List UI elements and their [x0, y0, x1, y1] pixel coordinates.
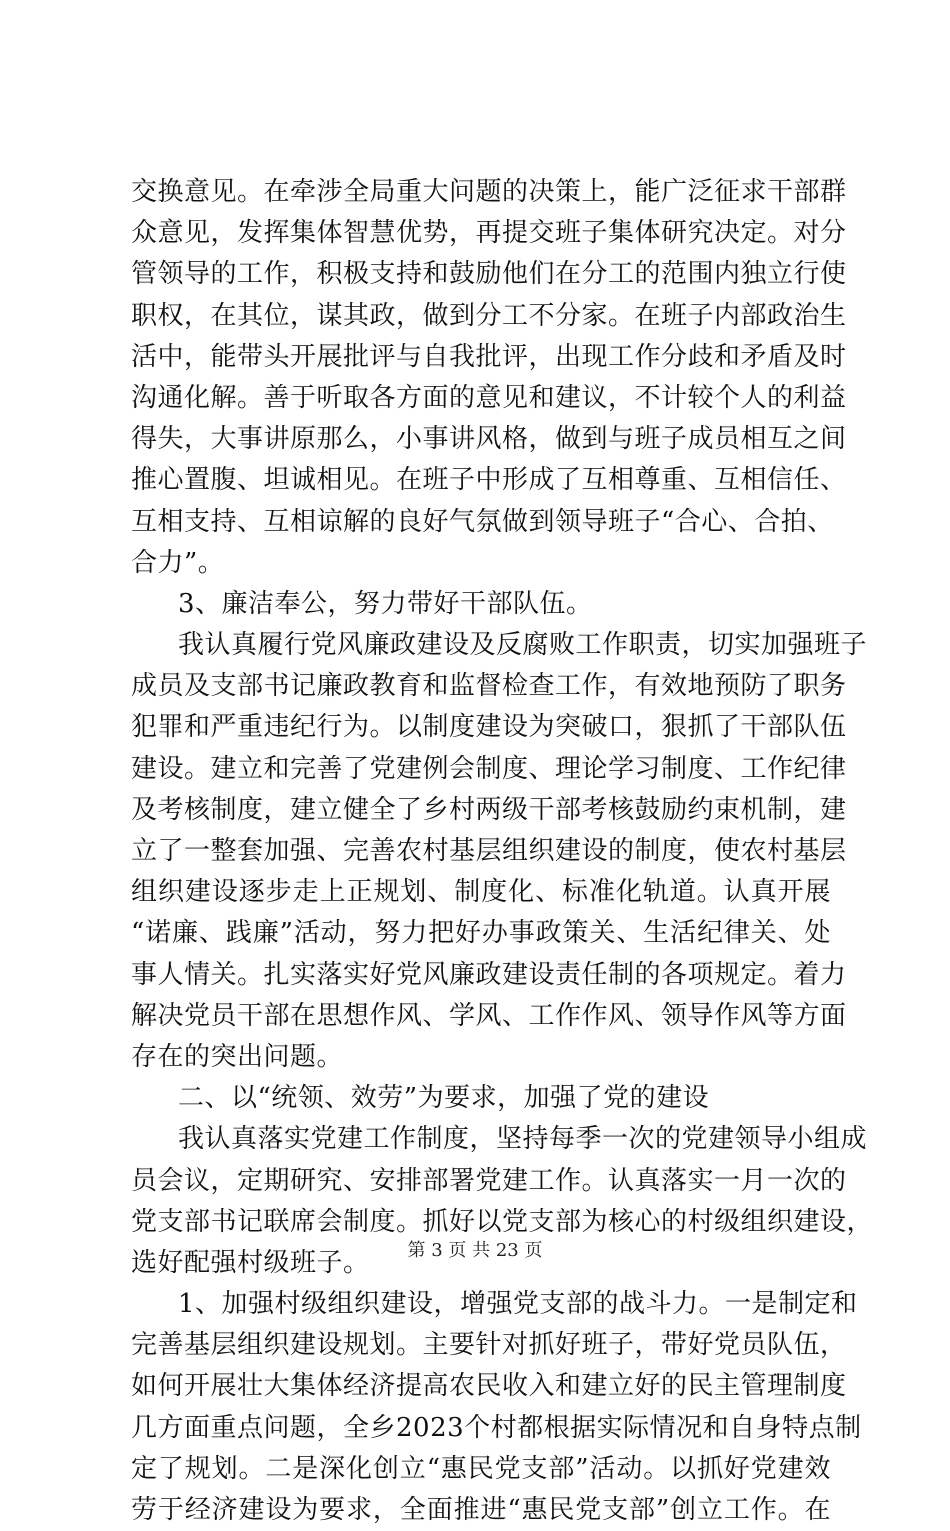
- text-line: 组织建设逐步走上正规划、制度化、标准化轨道。认真开展: [131, 877, 831, 908]
- text-line: 众意见，发挥集体智慧优势，再提交班子集体研究决定。对分: [131, 218, 847, 249]
- text-line: 选好配强村级班子。: [131, 1247, 370, 1278]
- text-line: 合力”。: [131, 547, 225, 578]
- text-line: 解决党员干部在思想作风、学风、工作作风、领导作风等方面: [131, 1000, 847, 1031]
- text-line: 沟通化解。善于听取各方面的意见和建议，不计较个人的利益: [131, 382, 847, 413]
- text-line: 员会议，定期研究、安排部署党建工作。认真落实一月一次的: [131, 1165, 847, 1196]
- text-line: 我认真落实党建工作制度，坚持每季一次的党建领导小组成: [178, 1124, 868, 1155]
- text-line: 活中，能带头开展批评与自我批评，出现工作分歧和矛盾及时: [131, 341, 847, 372]
- text-line: 如何开展壮大集体经济提高农民收入和建立好的民主管理制度: [131, 1371, 847, 1402]
- text-line: 成员及支部书记廉政教育和监督检查工作，有效地预防了职务: [131, 671, 847, 702]
- text-line: 我认真履行党风廉政建设及反腐败工作职责，切实加强班子: [178, 630, 868, 661]
- text-line: 互相支持、互相谅解的良好气氛做到领导班子“合心、合拍、: [131, 506, 834, 537]
- text-line: 得失，大事讲原那么，小事讲风格，做到与班子成员相互之间: [131, 424, 847, 455]
- text-line: 党支部书记联席会制度。抓好以党支部为核心的村级组织建设，: [131, 1206, 874, 1237]
- document-body: [131, 172, 874, 1531]
- text-line: 建设。建立和完善了党建例会制度、理论学习制度、工作纪律: [131, 753, 847, 784]
- text-line: 3、廉洁奉公，努力带好干部队伍。: [178, 588, 593, 619]
- text-line: 1、加强村级组织建设，增强党支部的战斗力。一是制定和: [178, 1289, 858, 1320]
- text-line: “诺廉、践廉”活动，努力把好办事政策关、生活纪律关、处: [131, 918, 831, 949]
- text-line: 存在的突出问题。: [131, 1041, 344, 1072]
- text-line: 事人情关。扎实落实好党风廉政建设责任制的各项规定。着力: [131, 959, 847, 990]
- text-line: 管领导的工作，积极支持和鼓励他们在分工的范围内独立行使: [131, 259, 847, 290]
- text-line: 犯罪和严重违纪行为。以制度建设为突破口，狠抓了干部队伍: [131, 712, 847, 743]
- text-line: 职权，在其位，谋其政，做到分工不分家。在班子内部政治生: [131, 300, 847, 331]
- text-line: 推心置腹、坦诚相见。在班子中形成了互相尊重、互相信任、: [131, 465, 847, 496]
- text-line: 交换意见。在牵涉全局重大问题的决策上，能广泛征求干部群: [131, 177, 847, 207]
- text-line: 立了一整套加强、完善农村基层组织建设的制度，使农村基层: [131, 836, 847, 866]
- text-line: 定了规划。二是深化创立“惠民党支部”活动。以抓好党建效: [131, 1453, 831, 1484]
- text-line: 及考核制度，建立健全了乡村两级干部考核鼓励约束机制，建: [131, 794, 847, 825]
- text-line: 二、以“统领、效劳”为要求，加强了党的建设: [178, 1083, 710, 1114]
- page-footer: 第 3 页 共 23 页: [407, 1240, 543, 1261]
- text-line: 几方面重点问题，全乡2023个村都根据实际情况和自身特点制: [131, 1412, 862, 1443]
- text-line: 完善基层组织建设规划。主要针对抓好班子，带好党员队伍，: [131, 1330, 847, 1361]
- text-line: 劳于经济建设为要求，全面推进“惠民党支部”创立工作。在: [131, 1495, 831, 1525]
